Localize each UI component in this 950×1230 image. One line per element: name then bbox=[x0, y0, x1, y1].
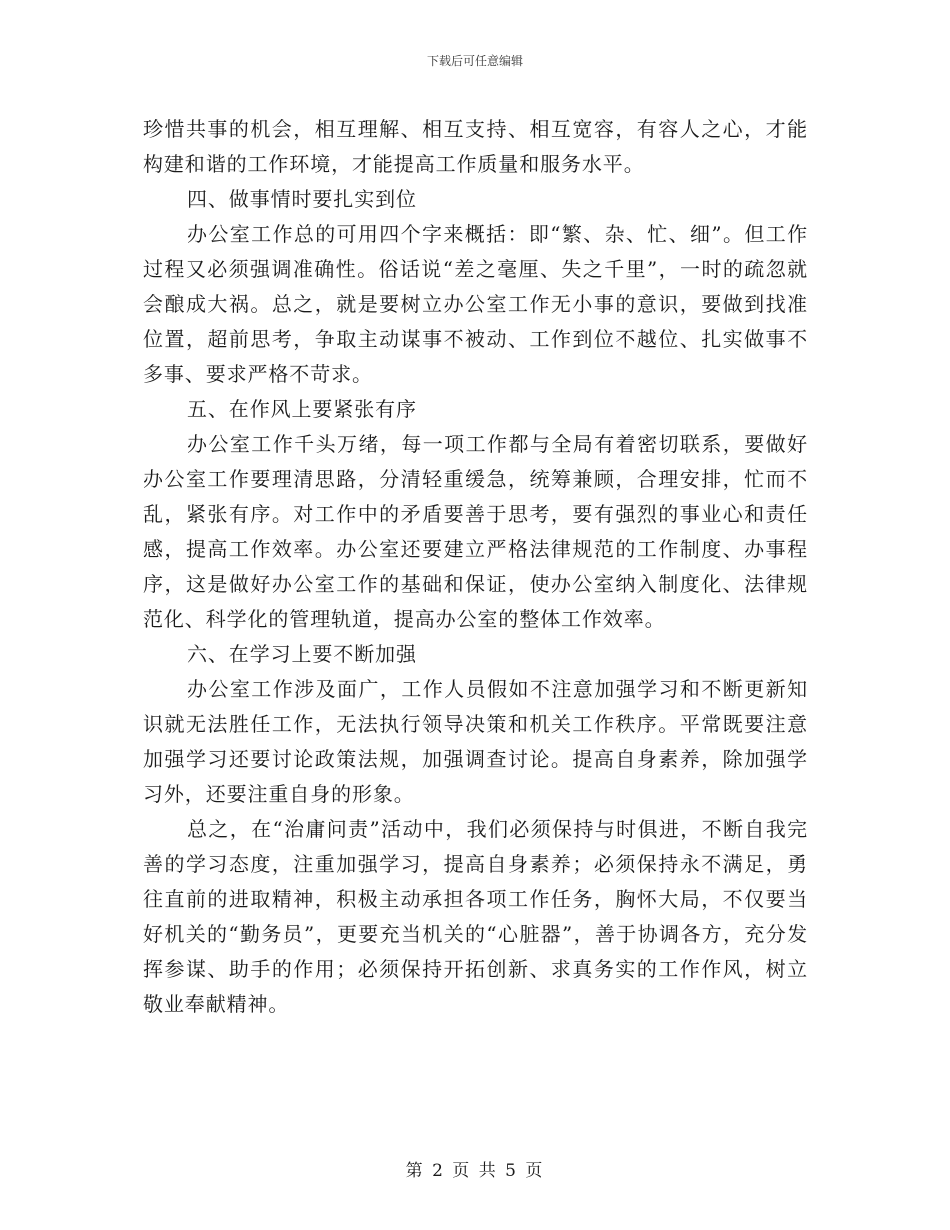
section-heading-5: 五、在作风上要紧张有序 bbox=[187, 397, 417, 421]
paragraph-section-5: 办公室工作千头万绪，每一项工作都与全局有着密切联系，要做好办公室工作要理清思路，分清轻重缓急，统筹兼顾，合理安排，忙而不乱，紧张有序。对工作中的矛盾要善于思考，要有强烈的事业心和责任感，提高工作效率。办公室还要建立严格法律规范的工作制度、办事程序，这是做好办公室工作的基础和保证，使办公室纳入制度化、法律规范化、科学化的管理轨道，提高办公室的整体工作效率。 bbox=[143, 432, 808, 631]
section-heading-6: 六、在学习上要不断加强 bbox=[187, 642, 417, 666]
page-footer: 第 2 页 共 5 页 bbox=[405, 1161, 545, 1181]
paragraph-conclusion: 总之，在“治庸问责”活动中，我们必须保持与时俱进，不断自我完善的学习态度，注重加强学习，提高自身素养；必须保持永不满足，勇往直前的进取精神，积极主动承担各项工作任务，胸怀大局，不仅要当好机关的“勤务员”，更要充当机关的“心脏器”，善于协调各方，充分发挥参谋、助手的作用；必须保持开拓创新、求真务实的工作作风，树立敬业奉献精神。 bbox=[143, 817, 808, 1016]
document-body bbox=[143, 112, 808, 1022]
paragraph-section-6: 办公室工作涉及面广，工作人员假如不注意加强学习和不断更新知识就无法胜任工作，无法执行领导决策和机关工作秩序。平常既要注意加强学习还要讨论政策法规，加强调查讨论。提高自身素养，除加强学习外，还要注重自身的形象。 bbox=[143, 677, 808, 806]
section-heading-4: 四、做事情时要扎实到位 bbox=[187, 187, 417, 211]
page-header: 下载后可任意编辑 bbox=[426, 54, 523, 68]
paragraph-continuation: 珍惜共事的机会，相互理解、相互支持、相互宽容，有容人之心，才能构建和谐的工作环境，才能提高工作质量和服务水平。 bbox=[143, 117, 808, 176]
paragraph-section-4: 办公室工作总的可用四个字来概括：即“繁、杂、忙、细”。但工作过程又必须强调准确性。俗话说“差之毫厘、失之千里”，一时的疏忽就会酿成大祸。总之，就是要树立办公室工作无小事的意识，要做到找准位置，超前思考，争取主动谋事不被动、工作到位不越位、扎实做事不多事、要求严格不苛求。 bbox=[143, 222, 808, 386]
